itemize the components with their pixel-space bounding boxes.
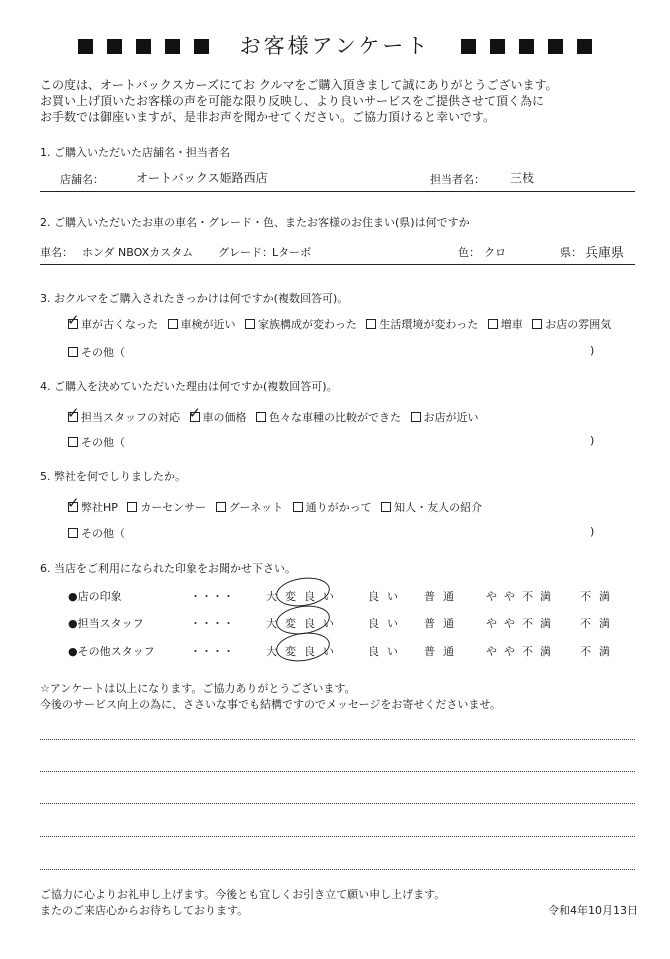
checkbox-option[interactable] [366, 318, 478, 331]
black-square-icon [107, 39, 122, 54]
survey-title: お客様アンケート [239, 34, 431, 58]
checkbox-option[interactable] [216, 501, 283, 514]
date: 令和4年10月13日 [548, 904, 638, 917]
option-label: 弊社HP [81, 501, 118, 514]
rating-option-unsatisfied[interactable]: 不満 [580, 645, 618, 658]
other-label: その他（ [81, 346, 125, 359]
checkbox[interactable] [168, 319, 178, 329]
checkbox-option[interactable] [293, 501, 372, 514]
grade-label: グレード： [218, 246, 273, 259]
checkbox-checked[interactable] [68, 412, 78, 422]
rating-option-unsatisfied[interactable]: 不満 [580, 617, 618, 630]
intro-text [40, 77, 558, 125]
checkbox-option[interactable] [532, 318, 611, 331]
checkbox-option[interactable] [68, 411, 180, 424]
rating-option-very-good[interactable]: 大変良い [266, 590, 342, 603]
q3-options [68, 316, 617, 332]
survey-title-row [0, 30, 670, 60]
rating-option-normal[interactable]: 普通 [424, 590, 462, 603]
checkbox-option[interactable] [381, 501, 482, 514]
option-label: 通りがかって [305, 501, 372, 514]
rating-option-somewhat-unsatisfied[interactable]: やや不満 [486, 645, 558, 658]
intro-line: お買い上げ頂いたお客様の声を可能な限り反映し、より良いサービスをご提供させて頂く為に [40, 94, 545, 108]
rating-option-normal[interactable]: 普通 [424, 617, 462, 630]
checkbox[interactable] [68, 347, 78, 357]
intro-line: この度は、オートバックスカーズにてお クルマをご購入頂きまして誠にありがとうございます。 [40, 78, 558, 92]
checkbox-option[interactable] [127, 501, 206, 514]
rating-dots: ・・・・ [190, 590, 234, 603]
divider [40, 264, 635, 265]
checkbox[interactable] [366, 319, 376, 329]
message-line[interactable] [40, 803, 635, 804]
staff-label: 担当者名： [430, 173, 485, 186]
other-label: その他（ [81, 527, 125, 540]
q4-other[interactable] [68, 434, 125, 450]
black-square-icon [519, 39, 534, 54]
close-paren: ) [590, 434, 595, 447]
checkbox[interactable] [532, 319, 542, 329]
checkbox[interactable] [216, 502, 226, 512]
rating-option-unsatisfied[interactable]: 不満 [580, 590, 618, 603]
checkbox-checked[interactable] [190, 412, 200, 422]
rating-row-label: ●担当スタッフ [68, 617, 144, 630]
question-4: 4. ご購入を決めていただいた理由は何ですか(複数回答可)。 [40, 380, 338, 393]
closing-line: ☆アンケートは以上になります。ご協力ありがとうございます。 [40, 682, 356, 695]
option-label: 車が古くなった [81, 318, 158, 331]
option-label: 生活環境が変わった [379, 318, 479, 331]
selection-circle-mark [274, 629, 331, 664]
question-6: 6. 当店をご利用になられた印象をお聞かせ下さい。 [40, 562, 296, 575]
message-line[interactable] [40, 739, 635, 740]
staff-value: 三枝 [510, 171, 535, 185]
footer-line: ご協力に心よりお礼申し上げます。今後とも宜しくお引き立て願い申し上げます。 [40, 888, 446, 901]
q4-options [68, 409, 485, 425]
option-label: 知人・友人の紹介 [394, 501, 483, 514]
car-label: 車名： [40, 246, 73, 259]
black-square-icon [548, 39, 563, 54]
black-square-icon [194, 39, 209, 54]
q5-other[interactable] [68, 525, 125, 541]
option-label: お店の雰囲気 [545, 318, 612, 331]
grade-value: Lターボ [272, 246, 312, 259]
rating-option-good[interactable]: 良い [368, 645, 406, 658]
checkbox[interactable] [68, 437, 78, 447]
intro-line: お手数では御座いますが、是非お声を聞かせてください。ご協力頂けると幸いです。 [40, 110, 496, 124]
checkbox-option[interactable] [256, 411, 401, 424]
checkbox-option[interactable] [190, 411, 247, 424]
rating-option-very-good[interactable]: 大変良い [266, 645, 342, 658]
color-label: 色： [458, 246, 480, 259]
message-line[interactable] [40, 869, 635, 870]
option-label: 車検が近い [180, 318, 236, 331]
option-label: グーネット [228, 501, 284, 514]
checkbox[interactable] [256, 412, 266, 422]
close-paren: ) [590, 525, 595, 538]
checkbox[interactable] [488, 319, 498, 329]
q5-options [68, 499, 488, 515]
store-label: 店舗名： [60, 173, 104, 186]
rating-option-good[interactable]: 良い [368, 590, 406, 603]
rating-dots: ・・・・ [190, 617, 234, 630]
checkbox[interactable] [381, 502, 391, 512]
option-label: 車の価格 [202, 411, 247, 424]
checkbox-option[interactable] [488, 318, 523, 331]
rating-option-good[interactable]: 良い [368, 617, 406, 630]
black-square-icon [577, 39, 592, 54]
option-label: 家族構成が変わった [258, 318, 357, 331]
car-value: ホンダ NBOXカスタム [82, 246, 194, 259]
q3-other[interactable] [68, 344, 125, 360]
other-label: その他（ [81, 436, 125, 449]
checkbox[interactable] [293, 502, 303, 512]
option-label: 担当スタッフの対応 [81, 411, 180, 424]
color-value: クロ [484, 246, 506, 259]
checkbox[interactable] [68, 528, 78, 538]
rating-row-label: ●店の印象 [68, 590, 122, 603]
rating-option-very-good[interactable]: 大変良い [266, 617, 342, 630]
rating-row-label: ●その他スタッフ [68, 645, 155, 658]
checkbox[interactable] [127, 502, 137, 512]
black-square-icon [78, 39, 93, 54]
checkbox-option[interactable] [68, 501, 118, 514]
checkbox-option[interactable] [245, 318, 357, 331]
prefecture-label: 県： [560, 246, 582, 259]
checkbox[interactable] [245, 319, 255, 329]
checkbox-option[interactable] [68, 318, 158, 331]
close-paren: ) [590, 344, 595, 357]
option-label: カーセンサー [140, 501, 207, 514]
selection-circle-mark [274, 574, 331, 609]
black-square-icon [165, 39, 180, 54]
question-1: 1. ご購入いただいた店舗名・担当者名 [40, 146, 230, 159]
message-line[interactable] [40, 836, 635, 837]
black-square-icon [136, 39, 151, 54]
checkbox-checked[interactable] [68, 319, 78, 329]
question-2: 2. ご購入いただいたお車の車名・グレード・色、またお客様のお住まい(県)は何ですか [40, 216, 470, 229]
prefecture-value: 兵庫県 [585, 246, 625, 261]
rating-dots: ・・・・ [190, 645, 234, 658]
black-square-icon [461, 39, 476, 54]
option-label: 色々な車種の比較ができた [269, 411, 401, 424]
message-line[interactable] [40, 771, 635, 772]
checkbox-checked[interactable] [68, 502, 78, 512]
option-label: お店が近い [423, 411, 479, 424]
checkbox-option[interactable] [411, 411, 479, 424]
rating-option-somewhat-unsatisfied[interactable]: やや不満 [486, 617, 558, 630]
footer-line: またのご来店心からお待ちしております。 [40, 904, 249, 917]
option-label: 増車 [500, 318, 523, 331]
checkbox-option[interactable] [168, 318, 236, 331]
rating-option-normal[interactable]: 普通 [424, 645, 462, 658]
question-3: 3. おクルマをご購入されたきっかけは何ですか(複数回答可)。 [40, 292, 349, 305]
store-value: オートバックス姫路西店 [136, 171, 268, 185]
closing-line: 今後のサービス向上の為に、ささいな事でも結構ですのでメッセージをお寄せくださいませ。 [40, 698, 502, 711]
checkbox[interactable] [411, 412, 421, 422]
rating-option-somewhat-unsatisfied[interactable]: やや不満 [486, 590, 558, 603]
divider [40, 191, 635, 192]
black-square-icon [490, 39, 505, 54]
question-5: 5. 弊社を何でしりましたか。 [40, 470, 186, 483]
